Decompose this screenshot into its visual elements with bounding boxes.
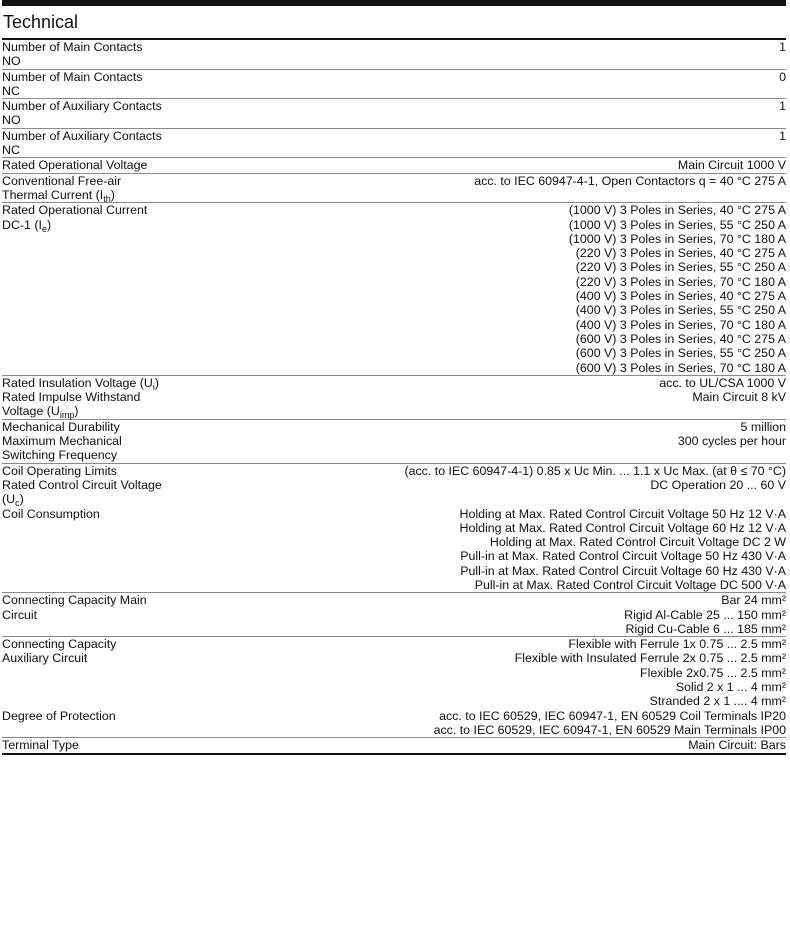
spec-label — [2, 128, 162, 158]
spec-value — [162, 375, 786, 390]
spec-label-subscript: i — [152, 381, 155, 392]
spec-label — [2, 69, 162, 99]
spec-value-line: 1 — [779, 99, 786, 114]
spec-value — [162, 128, 786, 158]
spec-label — [2, 390, 162, 419]
spec-label-text: Coil Operating Limits — [2, 463, 118, 478]
spec-label-text: Number of Main Contacts NO — [2, 40, 143, 69]
spec-label — [2, 637, 162, 709]
spec-value — [162, 593, 786, 637]
spec-row — [2, 419, 786, 434]
spec-value — [162, 390, 786, 419]
spec-label-text: Rated Insulation Voltage (U — [2, 375, 153, 390]
spec-label-suffix: ) — [110, 187, 115, 202]
spec-row — [2, 375, 786, 390]
spec-value-line: (220 V) 3 Poles in Series, 55 °C 250 A — [575, 260, 786, 275]
spec-label-subscript: e — [41, 223, 47, 234]
spec-label-text: Maximum Mechanical Switching Frequency — [2, 434, 122, 463]
spec-row — [2, 507, 786, 593]
spec-value-line: (acc. to IEC 60947-4-1) 0.85 x Uc Min. ... 1.1 x Uc Max. (at θ ≤ 70 °C) — [404, 463, 786, 478]
spec-row — [2, 40, 786, 69]
spec-row — [2, 390, 786, 419]
spec-row — [2, 637, 786, 709]
spec-value-line: Holding at Max. Rated Control Circuit Voltage 50 Hz 12 V·A — [459, 506, 786, 521]
spec-value-line: Main Circuit 1000 V — [677, 158, 786, 173]
spec-row — [2, 69, 786, 99]
spec-label — [2, 463, 162, 478]
spec-value-line: Main Circuit: Bars — [688, 738, 786, 753]
spec-label-text: Connecting Capacity Main Circuit — [2, 593, 147, 622]
spec-value-line: (400 V) 3 Poles in Series, 40 °C 275 A — [575, 289, 786, 304]
spec-row — [2, 173, 786, 203]
spec-row — [2, 709, 786, 738]
spec-value — [162, 463, 786, 478]
spec-value-line: Solid 2 x 1 ... 4 mm² — [675, 680, 786, 695]
spec-value-line: Holding at Max. Rated Control Circuit Voltage 60 Hz 12 V·A — [459, 520, 786, 535]
spec-value-line: acc. to IEC 60529, IEC 60947-1, EN 60529 Main Terminals IP00 — [433, 722, 786, 737]
spec-label — [2, 478, 162, 507]
spec-label-text: Mechanical Durability — [2, 419, 120, 434]
spec-label-subscript: th — [103, 193, 111, 204]
spec-value — [162, 69, 786, 99]
spec-value — [162, 99, 786, 129]
spec-value-line: Rigid Cu-Cable 6 ... 185 mm² — [625, 621, 786, 636]
spec-value-line: (1000 V) 3 Poles in Series, 40 °C 275 A — [568, 203, 786, 218]
spec-value — [162, 507, 786, 593]
spec-label — [2, 738, 162, 754]
spec-label — [2, 419, 162, 434]
spec-value — [162, 434, 786, 463]
spec-label-text: Number of Auxiliary Contacts NO — [2, 99, 162, 128]
spec-row — [2, 158, 786, 173]
spec-value-line: (600 V) 3 Poles in Series, 55 °C 250 A — [575, 346, 786, 361]
spec-value-line: acc. to UL/CSA 1000 V — [659, 375, 786, 390]
spec-value — [162, 637, 786, 709]
spec-row — [2, 478, 786, 507]
spec-value-line: (600 V) 3 Poles in Series, 70 °C 180 A — [575, 360, 786, 375]
section-title: Technical — [3, 12, 79, 32]
spec-value — [162, 709, 786, 738]
spec-label-text: Rated Operational Current DC-1 (I — [2, 203, 148, 232]
spec-label — [2, 99, 162, 129]
spec-table — [2, 40, 786, 755]
spec-value-line: Pull-in at Max. Rated Control Circuit Voltage 60 Hz 430 V·A — [460, 563, 786, 578]
spec-value — [162, 419, 786, 434]
spec-label-text: Rated Operational Voltage — [2, 158, 148, 173]
spec-label-suffix: ) — [74, 404, 79, 419]
spec-value-line: (400 V) 3 Poles in Series, 70 °C 180 A — [575, 317, 786, 332]
spec-label — [2, 507, 162, 593]
spec-value-line: Flexible 2x0.75 ... 2.5 mm² — [640, 665, 786, 680]
spec-label-suffix: ) — [19, 492, 24, 507]
spec-label-text: Connecting Capacity Auxiliary Circuit — [2, 637, 117, 666]
spec-label-text: Rated Control Circuit Voltage (U — [2, 477, 162, 507]
spec-label-subscript: imp — [59, 410, 75, 421]
spec-value — [162, 158, 786, 173]
spec-table-body — [2, 40, 786, 754]
spec-value-line: acc. to IEC 60529, IEC 60947-1, EN 60529 Coil Terminals IP20 — [439, 708, 786, 723]
spec-label-subscript: c — [15, 498, 20, 509]
spec-row — [2, 593, 786, 637]
spec-row — [2, 128, 786, 158]
spec-value-line: Rigid Al-Cable 25 ... 150 mm² — [624, 607, 786, 622]
spec-value-line: 300 cycles per hour — [677, 434, 786, 449]
spec-label-text: Number of Main Contacts NC — [2, 69, 143, 98]
spec-label — [2, 709, 162, 738]
spec-value — [162, 478, 786, 507]
spec-label — [2, 203, 162, 376]
spec-label — [2, 375, 162, 390]
spec-value-line: (220 V) 3 Poles in Series, 40 °C 275 A — [575, 246, 786, 261]
spec-row — [2, 203, 786, 376]
spec-label-text: Rated Impulse Withstand Voltage (U — [2, 390, 141, 419]
spec-row — [2, 463, 786, 478]
spec-label — [2, 158, 162, 173]
spec-value — [162, 173, 786, 203]
spec-value-line: 0 — [779, 69, 786, 84]
spec-value-line: (1000 V) 3 Poles in Series, 70 °C 180 A — [568, 231, 786, 246]
spec-value-line: Main Circuit 8 kV — [692, 390, 786, 405]
spec-value — [162, 203, 786, 376]
spec-value-line: (400 V) 3 Poles in Series, 55 °C 250 A — [575, 303, 786, 318]
spec-value-line: 1 — [779, 128, 786, 143]
spec-label — [2, 40, 162, 69]
spec-label-text: Degree of Protection — [2, 708, 116, 723]
spec-value-line: Pull-in at Max. Rated Control Circuit Voltage 50 Hz 430 V·A — [460, 549, 786, 564]
spec-value — [162, 40, 786, 69]
spec-row — [2, 738, 786, 754]
spec-row — [2, 434, 786, 463]
spec-value-line: Flexible with Ferrule 1x 0.75 ... 2.5 mm² — [568, 637, 786, 652]
spec-value-line: Pull-in at Max. Rated Control Circuit Voltage DC 500 V·A — [474, 577, 786, 592]
spec-value-line: (600 V) 3 Poles in Series, 40 °C 275 A — [575, 331, 786, 346]
spec-label — [2, 593, 162, 637]
spec-label — [2, 173, 162, 203]
spec-label — [2, 434, 162, 463]
spec-label-text: Conventional Free-air Thermal Current (I — [2, 173, 122, 202]
spec-value-line: 5 million — [740, 419, 786, 434]
spec-value-line: 1 — [779, 40, 786, 54]
spec-value-line: Holding at Max. Rated Control Circuit Voltage DC 2 W — [489, 535, 786, 550]
spec-label-text: Terminal Type — [2, 738, 79, 753]
spec-label-suffix: ) — [46, 217, 52, 232]
spec-label-text: Number of Auxiliary Contacts NC — [2, 128, 162, 158]
spec-value — [162, 738, 786, 754]
spec-value-line: (220 V) 3 Poles in Series, 70 °C 180 A — [575, 274, 786, 289]
spec-value-line: Flexible with Insulated Ferrule 2x 0.75 ... 2.5 mm² — [514, 651, 786, 666]
spec-value-line: acc. to IEC 60947-4-1, Open Contactors q = 40 °C 275 A — [474, 173, 786, 188]
spec-value-line: Bar 24 mm² — [721, 593, 786, 608]
spec-value-line: Stranded 2 x 1 .... 4 mm² — [649, 694, 786, 709]
spec-label-suffix: ) — [154, 375, 159, 390]
spec-value-line: (1000 V) 3 Poles in Series, 55 °C 250 A — [568, 217, 786, 232]
spec-row — [2, 99, 786, 129]
spec-label-text: Coil Consumption — [2, 506, 100, 521]
spec-value-line: DC Operation 20 ... 60 V — [650, 477, 786, 492]
